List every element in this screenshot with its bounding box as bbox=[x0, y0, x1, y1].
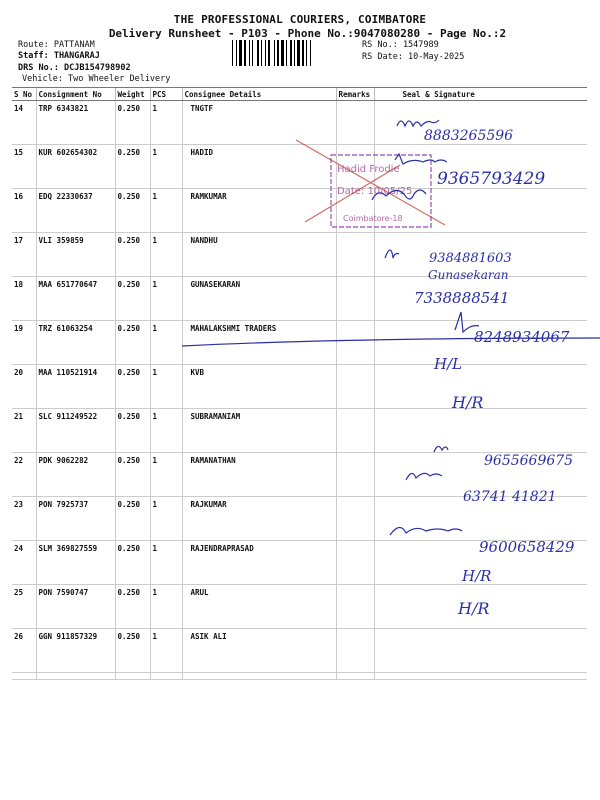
cell-consignee: RAJKUMAR bbox=[182, 497, 336, 541]
signature-text: H/R bbox=[452, 393, 484, 412]
runsheet-title: Delivery Runsheet - P103 - Phone No.:9047080280 - Page No.:2 bbox=[108, 27, 507, 40]
cell-pcs: 1 bbox=[150, 189, 182, 233]
cell-pcs: 1 bbox=[150, 365, 182, 409]
signature-text: Gunasekaran bbox=[428, 268, 509, 282]
cell-weight: 0.250 bbox=[115, 497, 150, 541]
cell-consignee: RAJENDRAPRASAD bbox=[182, 541, 336, 585]
cell-weight: 0.250 bbox=[115, 585, 150, 629]
vehicle-label: Vehicle: Two Wheeler Delivery bbox=[22, 74, 171, 84]
signature-text: 8248934067 bbox=[474, 328, 570, 346]
table-row bbox=[12, 585, 587, 629]
stamp-line-1: Hadid Frodie bbox=[337, 164, 400, 175]
cell-consignment: SLM 369827559 bbox=[36, 541, 115, 585]
cell-signature bbox=[374, 365, 587, 409]
cell-sno: 17 bbox=[12, 233, 36, 277]
col-pcs: PCS bbox=[150, 88, 182, 101]
cell-consignment: TRZ 61063254 bbox=[36, 321, 115, 365]
company-title: THE PROFESSIONAL COURIERS, COIMBATORE bbox=[173, 13, 427, 26]
cell-sno: 22 bbox=[12, 453, 36, 497]
table-header bbox=[12, 88, 587, 101]
cell-consignment: PON 7590747 bbox=[36, 585, 115, 629]
signature-text: 63741 41821 bbox=[463, 489, 557, 505]
cell-signature bbox=[374, 497, 587, 541]
table-row bbox=[12, 101, 587, 145]
cell-consignee: TNGTF bbox=[182, 101, 336, 145]
cell-weight: 0.250 bbox=[115, 365, 150, 409]
table-row bbox=[12, 189, 587, 233]
table-row bbox=[12, 277, 587, 321]
cell-signature bbox=[374, 629, 587, 673]
cell-weight: 0.250 bbox=[115, 453, 150, 497]
cell-weight: 0.250 bbox=[115, 277, 150, 321]
stamp-line-2: Date: 10/05/25 bbox=[337, 186, 413, 197]
staff-label: Staff: THANGARAJ bbox=[18, 51, 100, 61]
cell-sno: 18 bbox=[12, 277, 36, 321]
cell-signature bbox=[374, 321, 587, 365]
col-seal-signature: Seal & Signature bbox=[374, 88, 587, 101]
cell-weight: 0.250 bbox=[115, 233, 150, 277]
cell-remarks bbox=[336, 585, 374, 629]
cell-pcs: 1 bbox=[150, 277, 182, 321]
col-consignment: Consignment No bbox=[36, 88, 115, 101]
table-row bbox=[12, 321, 587, 365]
cell-signature bbox=[374, 409, 587, 453]
cell-pcs: 1 bbox=[150, 497, 182, 541]
cell-signature bbox=[374, 233, 587, 277]
cell-remarks bbox=[336, 497, 374, 541]
cell-consignment: VLI 359859 bbox=[36, 233, 115, 277]
table-row bbox=[12, 365, 587, 409]
route-label: Route: PATTANAM bbox=[18, 40, 95, 50]
table-row bbox=[12, 453, 587, 497]
cell-consignment: EDQ 22330637 bbox=[36, 189, 115, 233]
cell-consignee: SUBRAMANIAM bbox=[182, 409, 336, 453]
barcode bbox=[232, 40, 355, 66]
table-row bbox=[12, 629, 587, 673]
signature-text: 9655669675 bbox=[484, 453, 574, 469]
cell-sno: 25 bbox=[12, 585, 36, 629]
cell-remarks bbox=[336, 321, 374, 365]
cell-pcs: 1 bbox=[150, 145, 182, 189]
cell-remarks bbox=[336, 629, 374, 673]
cell-remarks bbox=[336, 233, 374, 277]
table-row bbox=[12, 233, 587, 277]
cell-pcs: 1 bbox=[150, 629, 182, 673]
cell-sno: 16 bbox=[12, 189, 36, 233]
cell-remarks bbox=[336, 101, 374, 145]
cell-weight: 0.250 bbox=[115, 189, 150, 233]
cell-consignment: MAA 651770647 bbox=[36, 277, 115, 321]
col-remarks: Remarks bbox=[336, 88, 374, 101]
cell-pcs: 1 bbox=[150, 321, 182, 365]
cell-consignment: KUR 602654302 bbox=[36, 145, 115, 189]
cell-pcs: 1 bbox=[150, 541, 182, 585]
cell-signature bbox=[374, 277, 587, 321]
cell-sno: 14 bbox=[12, 101, 36, 145]
signature-text: H/L bbox=[434, 355, 463, 373]
cell-signature bbox=[374, 541, 587, 585]
cell-signature bbox=[374, 585, 587, 629]
cell-weight: 0.250 bbox=[115, 541, 150, 585]
cell-sno: 21 bbox=[12, 409, 36, 453]
runsheet-table bbox=[12, 87, 587, 680]
cell-consignee: NANDHU bbox=[182, 233, 336, 277]
cell-sno: 23 bbox=[12, 497, 36, 541]
cell-signature bbox=[374, 453, 587, 497]
cell-remarks bbox=[336, 541, 374, 585]
cell-signature bbox=[374, 101, 587, 145]
cell-remarks bbox=[336, 453, 374, 497]
table-row bbox=[12, 409, 587, 453]
cell-pcs: 1 bbox=[150, 101, 182, 145]
cell-pcs: 1 bbox=[150, 233, 182, 277]
cell-weight: 0.250 bbox=[115, 409, 150, 453]
signature-text: 7338888541 bbox=[414, 289, 510, 307]
rs-date: RS Date: 10-May-2025 bbox=[362, 52, 465, 62]
cell-sno: 19 bbox=[12, 321, 36, 365]
cell-consignment: PON 7925737 bbox=[36, 497, 115, 541]
cell-sno: 24 bbox=[12, 541, 36, 585]
cell-consignee: KVB bbox=[182, 365, 336, 409]
cell-remarks bbox=[336, 409, 374, 453]
cell-remarks bbox=[336, 189, 374, 233]
cell-remarks bbox=[336, 277, 374, 321]
cell-weight: 0.250 bbox=[115, 321, 150, 365]
cell-consignment: MAA 110521914 bbox=[36, 365, 115, 409]
cell-sno: 20 bbox=[12, 365, 36, 409]
cell-consignee: HADID bbox=[182, 145, 336, 189]
cell-consignee: ARUL bbox=[182, 585, 336, 629]
signature-text: 9600658429 bbox=[479, 538, 575, 556]
signature-text: 9365793429 bbox=[437, 169, 546, 189]
col-sno: S No bbox=[12, 88, 36, 101]
signature-text: 9384881603 bbox=[429, 251, 512, 266]
signature-text: H/R bbox=[458, 599, 490, 618]
stamp-line-3: Coimbatore-18 bbox=[343, 214, 403, 223]
cell-sno: 26 bbox=[12, 629, 36, 673]
cell-consignment: TRP 6343821 bbox=[36, 101, 115, 145]
table-row bbox=[12, 145, 587, 189]
cell-sno: 15 bbox=[12, 145, 36, 189]
cell-consignee: RAMKUMAR bbox=[182, 189, 336, 233]
cell-consignee: GUNASEKARAN bbox=[182, 277, 336, 321]
cell-consignee: ASIK ALI bbox=[182, 629, 336, 673]
cell-consignment: GGN 911857329 bbox=[36, 629, 115, 673]
cell-pcs: 1 bbox=[150, 585, 182, 629]
cell-consignee: RAMANATHAN bbox=[182, 453, 336, 497]
cell-weight: 0.250 bbox=[115, 629, 150, 673]
cell-consignment: PDK 9062282 bbox=[36, 453, 115, 497]
rs-number: RS No.: 1547989 bbox=[362, 40, 439, 50]
cell-weight: 0.250 bbox=[115, 145, 150, 189]
col-consignee: Consignee Details bbox=[182, 88, 336, 101]
col-weight: Weight bbox=[115, 88, 150, 101]
cell-signature bbox=[374, 145, 587, 189]
table-row bbox=[12, 497, 587, 541]
drs-number: DRS No.: DCJB154798902 bbox=[18, 63, 131, 73]
cell-weight: 0.250 bbox=[115, 101, 150, 145]
cell-pcs: 1 bbox=[150, 453, 182, 497]
cell-pcs: 1 bbox=[150, 409, 182, 453]
table-row-empty bbox=[12, 673, 587, 680]
signature-text: H/R bbox=[462, 567, 492, 585]
cell-consignee: MAHALAKSHMI TRADERS bbox=[182, 321, 336, 365]
cell-signature bbox=[374, 189, 587, 233]
table-row bbox=[12, 541, 587, 585]
cell-consignment: SLC 911249522 bbox=[36, 409, 115, 453]
signature-text: 8883265596 bbox=[424, 128, 514, 144]
cell-remarks bbox=[336, 145, 374, 189]
cell-remarks bbox=[336, 365, 374, 409]
